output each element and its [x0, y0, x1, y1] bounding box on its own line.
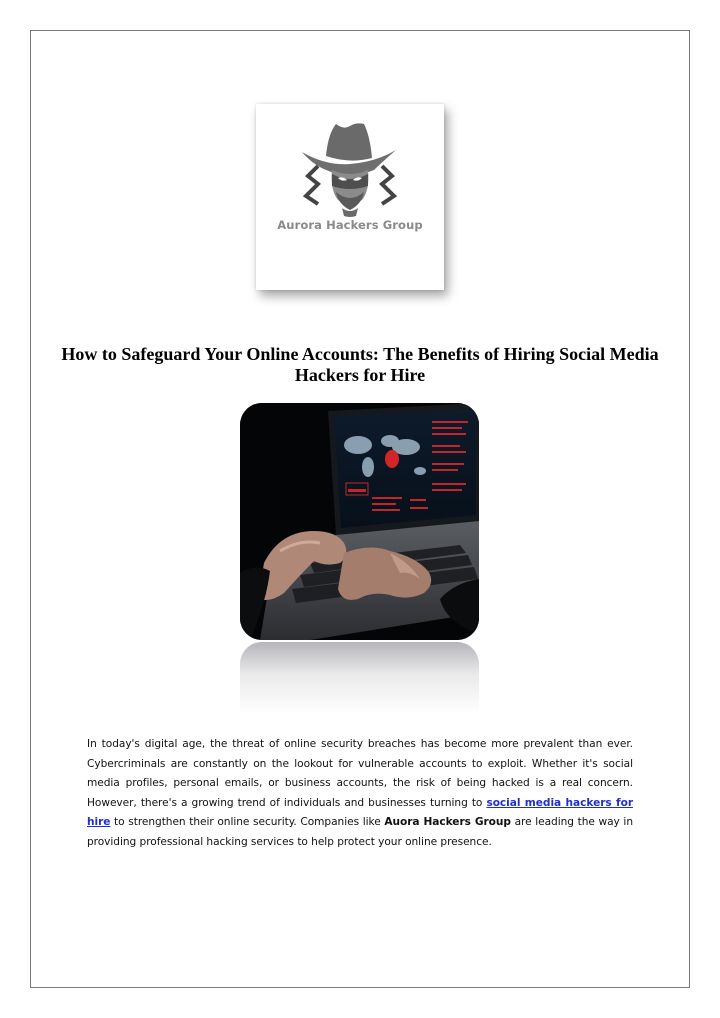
- paragraph-part-3: are leading the way in providing professional hacking services to help protect your online presence.: [87, 816, 633, 848]
- paragraph-part-2: to strengthen their online security. Companies like: [110, 816, 385, 829]
- paragraph-part-1: In today's digital age, the threat of online security breaches has become more prevalent than ever. Cybercriminals are constantly on the lookout for vulnerable accounts to exploit. Whether it's social media profiles, personal emails, or business accounts, the risk of being hacked is a real concern. However, there's a growing trend of individuals and businesses turning to: [87, 738, 633, 809]
- company-name: Auora Hackers Group: [384, 816, 511, 829]
- hero-image: [240, 403, 479, 640]
- page-title: How to Safeguard Your Online Accounts: The Benefits of Hiring Social Media Hackers for Hire: [61, 344, 659, 385]
- laptop-hands-world-map: [240, 403, 479, 640]
- logo-text: Aurora Hackers Group: [277, 218, 423, 232]
- hacker-cowboy-mask-icon: [256, 104, 444, 290]
- body-paragraph: [87, 735, 633, 853]
- social-media-hackers-link[interactable]: social media hackers for hire: [87, 796, 633, 829]
- hero-reflection: [240, 642, 479, 714]
- logo-card: [256, 104, 444, 290]
